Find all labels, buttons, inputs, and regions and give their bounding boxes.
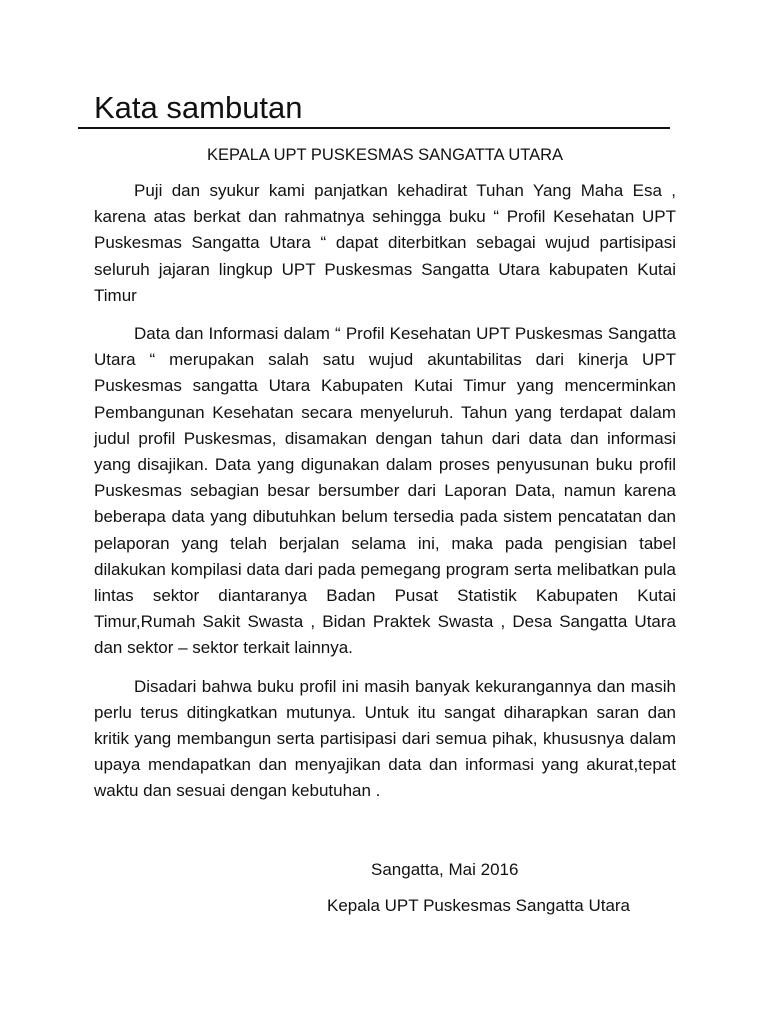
- signer-title: Kepala UPT Puskesmas Sangatta Utara: [327, 896, 631, 915]
- document-body: [94, 178, 676, 817]
- paragraph-2: Data dan Informasi dalam “ Profil Kesehatan UPT Puskesmas Sangatta Utara “ merupakan salah satu wujud akuntabilitas dari kinerja UPT Puskesmas sangatta Utara Kabupaten Kutai Timur yang mencerminkan Pembangunan Kesehatan secara menyeluruh. Tahun yang terdapat dalam judul profil Puskesmas, disamakan dengan tahun dari data dan informasi yang disajikan. Data yang digunakan dalam proses penyusunan buku profil Puskesmas sebagian besar bersumber dari Laporan Data, namun karena beberapa data yang dibutuhkan belum tersedia pada sistem pencatatan dan pelaporan yang telah berjalan selama ini, maka pada pengisian tabel dilakukan kompilasi data dari pada pemegang program serta melibatkan pula lintas sektor diantaranya Badan Pusat Statistik Kabupaten Kutai Timur,Rumah Sakit Swasta , Bidan Praktek Swasta , Desa Sangatta Utara dan sektor – sektor terkait lainnya.: [94, 324, 676, 658]
- title-underline: [78, 127, 670, 129]
- document-subtitle: KEPALA UPT PUSKESMAS SANGATTA UTARA: [206, 146, 564, 164]
- place-date: Sangatta, Mai 2016: [371, 860, 519, 879]
- paragraph-1: Puji dan syukur kami panjatkan kehadirat Tuhan Yang Maha Esa , karena atas berkat dan rahmatnya sehingga buku “ Profil Kesehatan UPT Puskesmas Sangatta Utara “ dapat diterbitkan sebagai wujud partisipasi seluruh jajaran lingkup UPT Puskesmas Sangatta Utara kabupaten Kutai Timur: [94, 181, 676, 305]
- paragraph-3: Disadari bahwa buku profil ini masih banyak kekurangannya dan masih perlu terus ditingkatkan mutunya. Untuk itu sangat diharapkan saran dan kritik yang membangun serta partisipasi dari semua pihak, khususnya dalam upaya mendapatkan dan menyajikan data dan informasi yang akurat,tepat waktu dan sesuai dengan kebutuhan .: [94, 676, 676, 801]
- page-title: Kata sambutan: [94, 90, 303, 125]
